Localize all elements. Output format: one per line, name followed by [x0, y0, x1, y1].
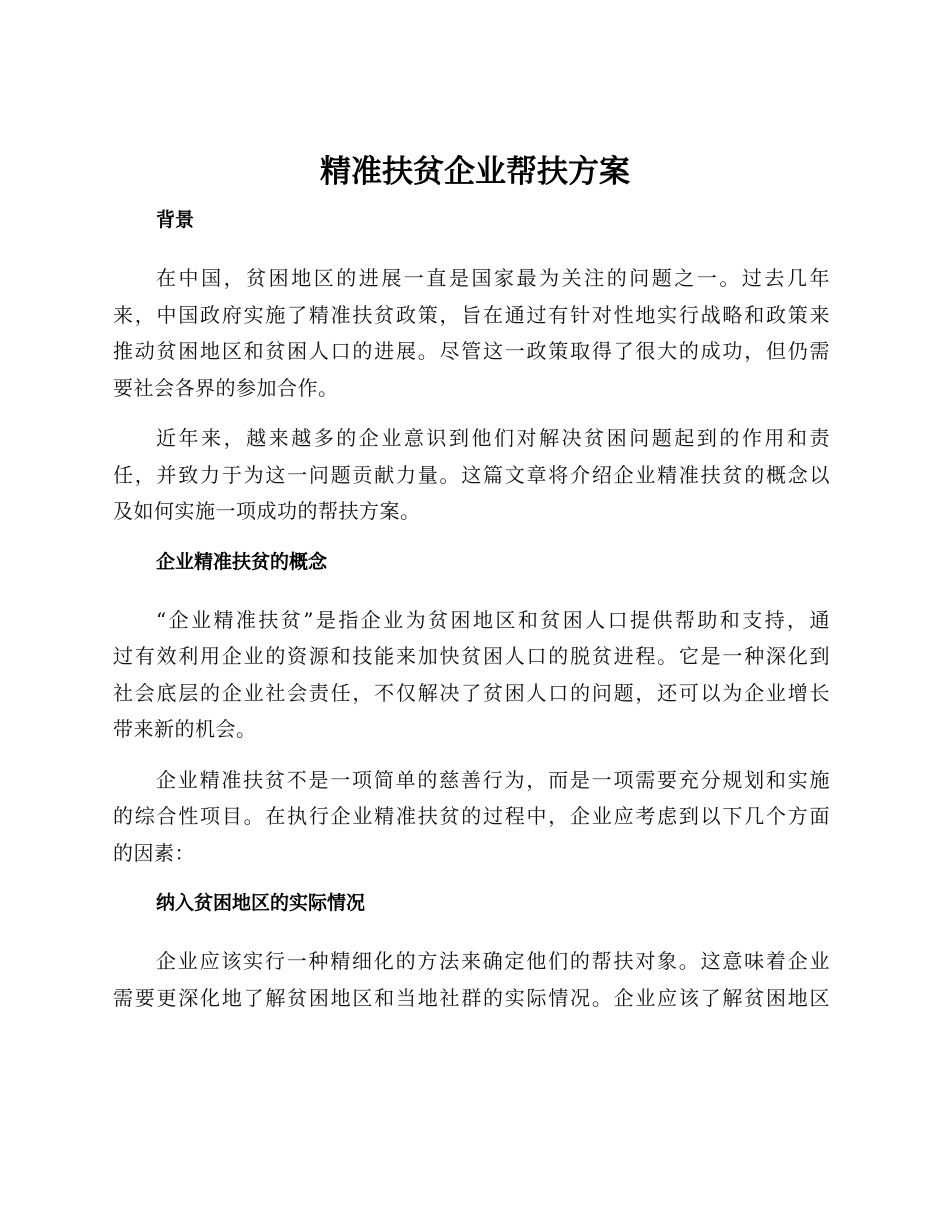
paragraph-line: 社会底层的企业社会责任，不仅解决了贫困人口的问题，还可以为企业增长: [113, 680, 830, 705]
paragraph-line: 企业精准扶贫不是一项简单的慈善行为，而是一项需要充分规划和实施: [156, 767, 830, 792]
document-body: [113, 202, 830, 1030]
paragraph-concept-2: [113, 762, 830, 872]
paragraph-line: 带来新的机会。: [113, 717, 257, 741]
paragraph-line: 的因素：: [113, 840, 195, 865]
document-title: 精准扶贫企业帮扶方案: [320, 154, 630, 190]
paragraph-concept-1: [113, 602, 830, 748]
paragraph-line: 要社会各界的参加合作。: [113, 375, 339, 400]
paragraph-background-1: [113, 260, 830, 406]
section-heading-background: 背景: [156, 209, 195, 231]
paragraph-line: 过有效利用企业的资源和技能来加快贫困人口的脱贫进程。它是一种深化到: [113, 644, 830, 668]
paragraph-line: 企业应该实行一种精细化的方法来确定他们的帮扶对象。这意味着企业: [156, 949, 830, 973]
paragraph-line: 任，并致力于为这一问题贡献力量。这篇文章将介绍企业精准扶贫的概念以: [113, 462, 830, 487]
paragraph-line: 推动贫困地区和贫困人口的进展。尽管这一政策取得了很大的成功，但仍需: [113, 339, 830, 363]
paragraph-situation-1: [113, 943, 830, 1016]
paragraph-line: 在中国，贫困地区的进展一直是国家最为关注的问题之一。过去几年: [156, 266, 830, 290]
paragraph-line: 来，中国政府实施了精准扶贫政策，旨在通过有针对性地实行战略和政策来: [113, 302, 830, 327]
paragraph-line: 的综合性项目。在执行企业精准扶贫的过程中，企业应考虑到以下几个方面: [113, 804, 830, 828]
paragraph-background-2: [113, 420, 830, 530]
paragraph-line: 需要更深化地了解贫困地区和当地社群的实际情况。企业应该了解贫困地区: [113, 985, 830, 1010]
section-heading-concept: 企业精准扶贫的概念: [156, 550, 328, 573]
paragraph-line: 近年来，越来越多的企业意识到他们对解决贫困问题起到的作用和责: [156, 426, 830, 450]
section-heading-situation: 纳入贫困地区的实际情况: [156, 892, 366, 914]
paragraph-line: “企业精准扶贫”是指企业为贫困地区和贫困人口提供帮助和支持，通: [156, 607, 830, 632]
paragraph-line: 及如何实施一项成功的帮扶方案。: [113, 499, 421, 523]
